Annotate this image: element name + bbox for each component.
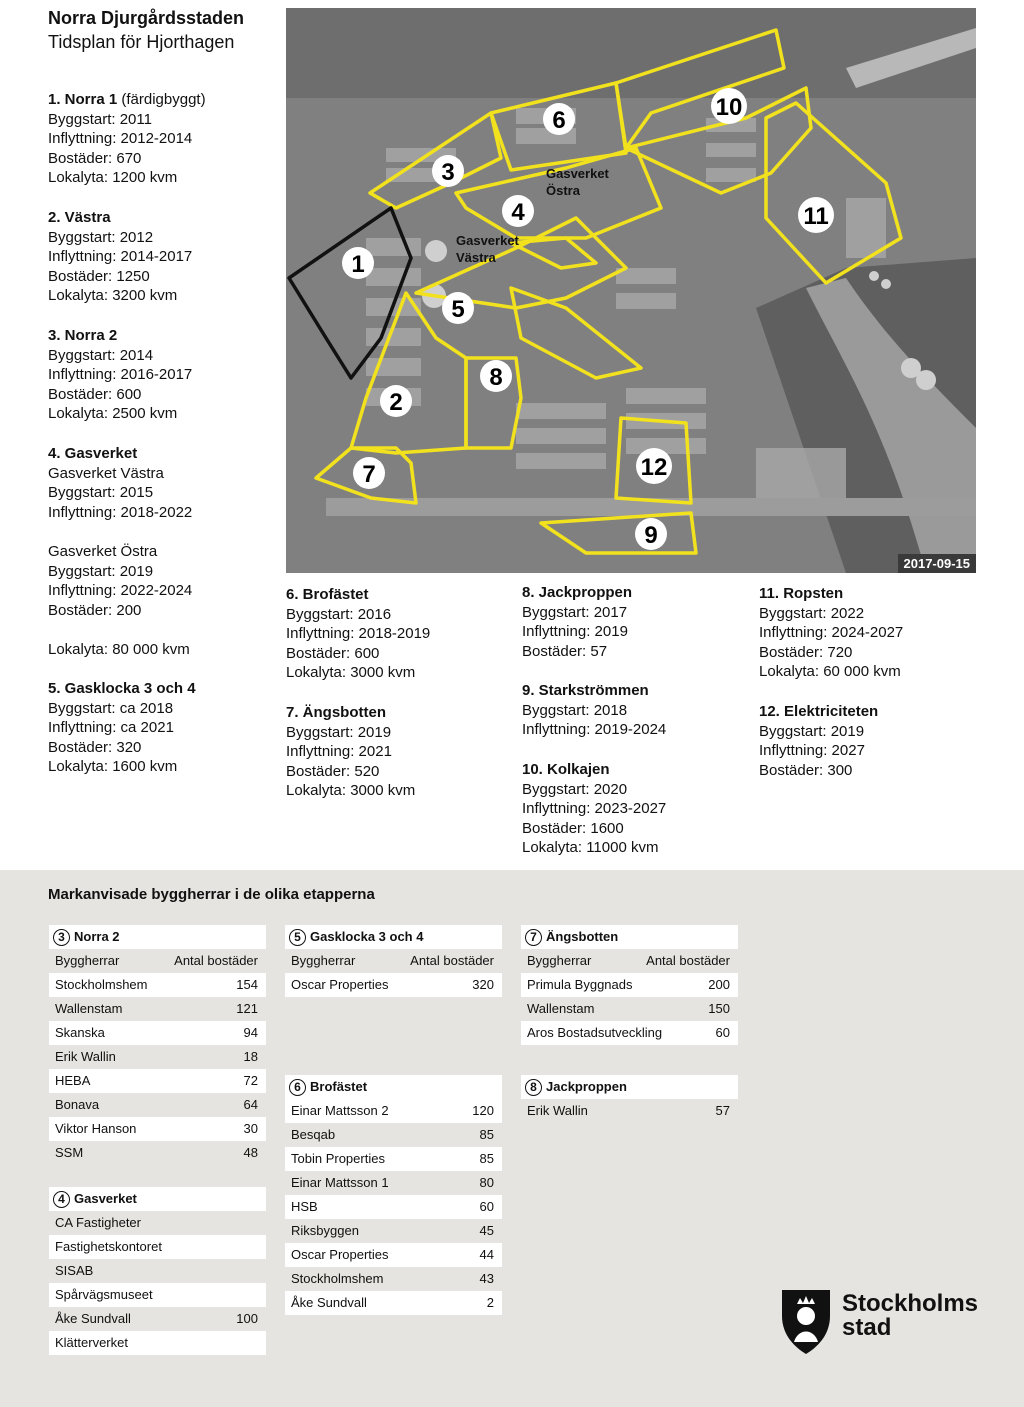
map-marker-12 [636,448,672,484]
stage-line: Inflyttning: 2018-2019 [286,625,431,643]
stage-line: Byggstart: 2020 [522,780,628,798]
stage-line: Byggstart: 2019 [48,562,154,580]
svg-text:2: 2 [389,389,403,416]
stage-5 [48,679,196,777]
place-label-gasverket-vastra-2: Västra [456,250,496,265]
stage-line: Byggstart: 2017 [522,603,628,621]
stage-2 [48,208,192,306]
stage-line: Inflyttning: 2018-2022 [48,503,193,521]
stage-number-icon: 5 [289,929,306,946]
map-marker-6 [543,103,575,135]
svg-text:3: 3 [441,159,455,186]
builders-table-7 [521,925,738,1045]
table-row: Oscar Properties 44 [285,1243,502,1267]
stage-line: Bostäder: 600 [286,644,380,662]
stage-line: Bostäder: 300 [759,761,853,779]
svg-text:9: 9 [644,522,658,549]
stage-11 [759,584,903,682]
table-row: Primula Byggnads 200 [521,973,738,997]
map-marker-7 [353,457,385,489]
table-heading: 3 Norra 2 [49,925,266,949]
table-row: Erik Wallin 18 [55,1049,258,1064]
table-row: Wallenstam 150 [527,1001,730,1016]
stage-line: Byggstart: 2015 [48,484,154,502]
stage-line: Byggstart: 2022 [759,604,865,622]
svg-text:5: 5 [451,296,465,323]
stage-3 [48,326,192,424]
stage-line: Bostäder: 600 [48,385,142,403]
stage-line: Lokalyta: 1600 kvm [48,758,178,776]
stage-line: Bostäder: 320 [48,738,142,756]
stage-line: Byggstart: 2012 [48,228,154,246]
stage-line: Bostäder: 57 [522,642,608,660]
stage-heading: 8. Jackproppen [522,584,633,601]
logo-wordmark: Stockholms stad [842,1290,979,1341]
stockholms-stad-logo [780,1286,990,1356]
svg-text:8: 8 [489,364,503,391]
table-heading: 6 Brofästet [285,1075,502,1099]
stage-number-icon: 7 [525,929,542,946]
stage-heading: 3. Norra 2 [48,327,118,344]
table-row: Spårvägsmuseet [49,1283,266,1307]
stage-line: Inflyttning: 2023-2027 [522,800,667,818]
table-row: Bonava 64 [55,1097,258,1112]
stage-number-icon: 4 [53,1191,70,1208]
stage-line: Byggstart: 2019 [286,723,392,741]
stage-6 [286,585,430,683]
table-row: Åke Sundvall 2 [285,1291,502,1315]
stage-line: Byggstart: 2019 [759,722,865,740]
stage-line: Bostäder: 1600 [522,819,624,837]
stage-line: Inflyttning: 2021 [286,743,392,761]
table-row: SISAB [55,1263,94,1278]
table-row: Tobin Properties 85 [285,1147,502,1171]
table-row: Oscar Properties 320 [285,973,502,997]
stage-heading: 9. Starkströmmen [522,682,649,699]
stage-heading: 5. Gasklocka 3 och 4 [48,680,196,697]
table-row: Wallenstam 121 [55,1001,258,1016]
table-row: CA Fastigheter [55,1215,141,1230]
svg-text:4: 4 [511,199,525,226]
svg-text:6: 6 [552,107,566,134]
table-row: Aros Bostadsutveckling 60 [521,1021,738,1045]
table-column-header: Byggherrar Antal bostäder [55,953,258,968]
place-label-gasverket-ostra-2: Östra [546,183,580,198]
table-column-header: Byggherrar Antal bostäder [527,953,730,968]
table-row: Viktor Hanson 30 [49,1117,266,1141]
stage-12 [759,702,878,780]
stage-10 [522,760,666,858]
table-row: Riksbyggen 45 [291,1223,494,1238]
stage-line: Bostäder: 520 [286,762,380,780]
stage-line: Lokalyta: 2500 kvm [48,405,178,423]
map-marker-11 [798,197,834,233]
stage-line: Lokalyta: 80 000 kvm [48,640,190,658]
table-row: Besqab 85 [291,1127,494,1142]
map-date-badge: 2017-09-15 [898,554,977,573]
table-row: HSB 60 [285,1195,502,1219]
stage-line: Gasverket Västra [48,464,164,482]
stage-line: Inflyttning: 2022-2024 [48,582,193,600]
stage-line: Lokalyta: 11000 kvm [522,839,659,857]
table-row: Åke Sundvall 100 [55,1311,258,1326]
stage-line: Inflyttning: 2027 [759,742,865,760]
builders-table-3 [49,925,266,1165]
stage-heading: 2. Västra [48,209,111,226]
stage-line: Lokalyta: 60 000 kvm [759,663,901,681]
stage-line: Inflyttning: 2019-2024 [522,721,667,739]
table-row: SSM 48 [55,1145,258,1160]
table-row: Einar Mattsson 2 120 [285,1099,502,1123]
table-row: Einar Mattsson 1 80 [291,1175,494,1190]
stage-heading: 4. Gasverket [48,445,138,462]
stage-line: Gasverket Östra [48,542,158,560]
stage-line: Byggstart: 2011 [48,110,152,128]
stage-heading: 7. Ängsbotten [286,704,386,721]
table-heading: 4 Gasverket [49,1187,266,1211]
stage-heading: 1. Norra 1 (färdigbyggt) [48,91,206,108]
svg-text:7: 7 [362,461,376,488]
map-marker-3 [432,155,464,187]
map-marker-8 [480,360,512,392]
svg-text:11: 11 [803,203,829,230]
stage-number-icon: 8 [525,1079,542,1096]
builders-table-6 [285,1075,502,1315]
stage-line: Inflyttning: 2016-2017 [48,366,193,384]
map-svg [286,8,976,573]
table-row: Stockholmshem 43 [291,1271,494,1286]
city-crest-icon [780,1286,832,1356]
table-row: Fastighetskontoret [49,1235,266,1259]
map-marker-10 [711,88,747,124]
stage-7 [286,703,415,801]
stage-line: Lokalyta: 3000 kvm [286,664,416,682]
table-row: HEBA 72 [49,1069,266,1093]
aerial-map [286,8,976,573]
svg-text:1: 1 [351,251,365,278]
stage-number-icon: 6 [289,1079,306,1096]
stage-8 [522,583,632,661]
builders-title: Markanvisade byggherrar i de olika etapperna [48,886,375,903]
place-label-gasverket-vastra: Gasverket [456,233,519,248]
svg-text:12: 12 [640,454,668,481]
stage-line: Inflyttning: ca 2021 [48,719,174,737]
stage-line: Lokalyta: 1200 kvm [48,169,178,187]
map-marker-1 [342,247,374,279]
page-title: Norra Djurgårdsstaden [48,8,245,28]
stage-line: Lokalyta: 3000 kvm [286,782,416,800]
stage-line: Inflyttning: 2019 [522,623,628,641]
stage-line: Inflyttning: 2024-2027 [759,624,904,642]
builders-table-5 [285,925,502,997]
stage-heading: 6. Brofästet [286,586,369,603]
table-row: Skanska 94 [49,1021,266,1045]
stage-4 [48,444,192,660]
table-row: Stockholmshem 154 [49,973,266,997]
svg-text:10: 10 [715,94,743,121]
stage-line: Bostäder: 200 [48,601,142,619]
table-column-header: Byggherrar Antal bostäder [291,953,494,968]
stage-9 [522,681,666,740]
stage-heading: 11. Ropsten [759,585,844,602]
stage-line: Inflyttning: 2014-2017 [48,248,193,266]
stage-line: Byggstart: 2014 [48,346,154,364]
map-marker-2 [380,385,412,417]
stage-line: Byggstart: 2016 [286,605,392,623]
stage-line: Bostäder: 670 [48,149,142,167]
table-row: Erik Wallin 57 [527,1103,730,1118]
stage-line: Bostäder: 1250 [48,267,150,285]
stage-number-icon: 3 [53,929,70,946]
table-heading: 7 Ängsbotten [521,925,738,949]
builders-table-8 [521,1075,738,1123]
stage-line: Lokalyta: 3200 kvm [48,287,178,305]
map-marker-9 [635,518,667,550]
page-subtitle: Tidsplan för Hjorthagen [48,32,235,52]
stage-line: Inflyttning: 2012-2014 [48,130,193,148]
table-heading: 5 Gasklocka 3 och 4 [285,925,502,949]
stage-line: Byggstart: 2018 [522,701,628,719]
builders-table-4 [49,1187,266,1355]
stage-heading: 10. Kolkajen [522,761,610,778]
stage-line: Byggstart: ca 2018 [48,699,174,717]
table-row: Klätterverket [49,1331,266,1355]
stage-heading: 12. Elektriciteten [759,703,879,720]
map-marker-5 [442,292,474,324]
stage-1 [48,90,206,188]
place-label-gasverket-ostra: Gasverket [546,166,609,181]
map-marker-4 [502,195,534,227]
stage-line: Bostäder: 720 [759,643,853,661]
table-heading: 8 Jackproppen [521,1075,738,1099]
